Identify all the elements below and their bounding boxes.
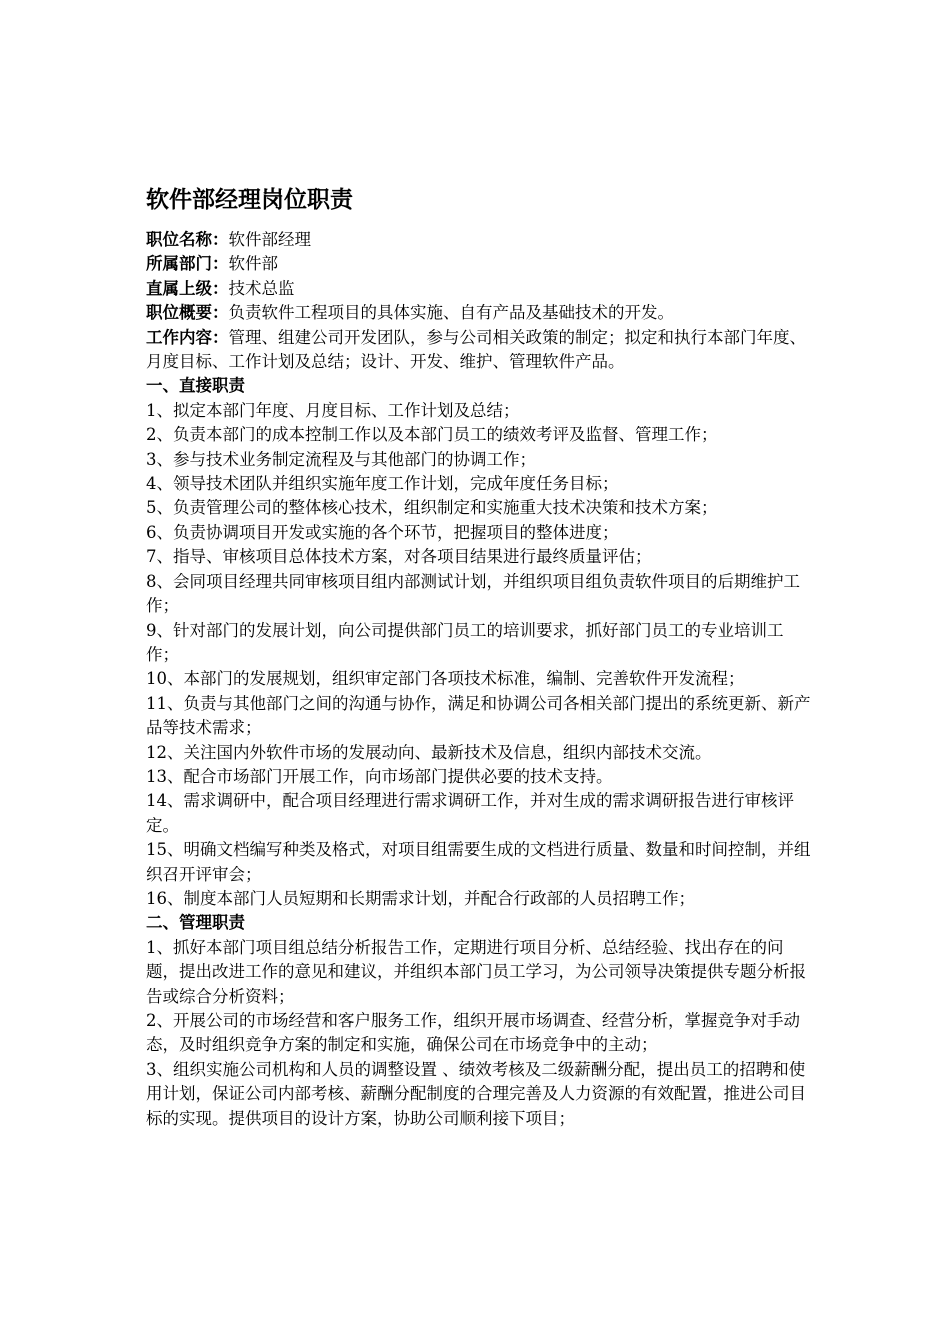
- list-item: 3、组织实施公司机构和人员的调整设置 、绩效考核及二级薪酬分配，提出员工的招聘和使用计划，保证公司内部考核、薪酬分配制度的合理完善及人力资源的有效配置，推进公司目标的实现。提供项目的设计方案，协助公司顺利接下项目；: [146, 1059, 806, 1128]
- list-item: 13、配合市场部门开展工作，向市场部门提供必要的技术支持。: [146, 766, 613, 786]
- field-value: 软件部: [228, 254, 278, 274]
- field-label: 直属上级：: [146, 278, 229, 298]
- field-work-content: [146, 326, 816, 375]
- list-item: 9、针对部门的发展计划，向公司提供部门员工的培训要求，抓好部门员工的专业培训工作；: [146, 620, 784, 664]
- section-direct-duties: [146, 374, 816, 911]
- section-heading: 二、管理职责: [146, 913, 245, 933]
- field-label: 职位名称：: [146, 230, 229, 249]
- list-item: 1、抓好本部门项目组总结分析报告工作，定期进行项目分析、总结经验、找出存在的问题，提出改进工作的意见和建议，并组织本部门员工学习，为公司领导决策提供专题分析报告或综合分析资料；: [146, 937, 806, 1006]
- list-item: 14、需求调研中，配合项目经理进行需求调研工作，并对生成的需求调研报告进行审核评定。: [146, 791, 794, 835]
- field-label: 所属部门：: [146, 254, 229, 274]
- list-item: 4、领导技术团队并组织实施年度工作计划，完成年度任务目标；: [146, 474, 619, 494]
- list-item: 12、关注国内外软件市场的发展动向、最新技术及信息，组织内部技术交流。: [146, 742, 712, 762]
- list-item: 6、负责协调项目开发或实施的各个环节，把握项目的整体进度；: [146, 522, 619, 542]
- list-item: 3、参与技术业务制定流程及与其他部门的协调工作；: [146, 449, 536, 469]
- field-label: 工作内容：: [146, 327, 229, 347]
- list-item: 16、制度本部门人员短期和长期需求计划，并配合行政部的人员招聘工作；: [146, 888, 695, 908]
- list-item: 2、开展公司的市场经营和客户服务工作，组织开展市场调查、经营分析，掌握竞争对手动态，及时组织竞争方案的制定和实施，确保公司在市场竞争中的主动；: [146, 1011, 800, 1055]
- section-management-duties: [146, 911, 816, 1131]
- list-item: 8、会同项目经理共同审核项目组内部测试计划，并组织项目组负责软件项目的后期维护工作；: [146, 571, 800, 616]
- field-value: 技术总监: [228, 278, 295, 298]
- document-title: 软件部经理岗位职责: [146, 187, 353, 213]
- list-item: 7、指导、审核项目总体技术方案，对各项目结果进行最终质量评估；: [146, 547, 652, 567]
- list-item: 2、负责本部门的成本控制工作以及本部门员工的绩效考评及监督、管理工作；: [146, 425, 718, 445]
- field-value: 负责软件工程项目的具体实施、自有产品及基础技术的开发。: [228, 303, 674, 323]
- field-department: [146, 252, 816, 276]
- field-summary: [146, 301, 816, 325]
- document-page: [146, 180, 816, 1131]
- job-info-fields: [146, 228, 816, 374]
- field-supervisor: [146, 277, 816, 301]
- field-value: 软件部经理: [228, 230, 311, 249]
- list-item: 11、负责与其他部门之间的沟通与协作，满足和协调公司各相关部门提出的系统更新、新产品等技术需求；: [146, 693, 811, 738]
- list-item: 10、本部门的发展规划，组织审定部门各项技术标准，编制、完善软件开发流程；: [146, 669, 745, 689]
- list-item: 15、明确文档编写种类及格式，对项目组需要生成的文档进行质量、数量和时间控制，并组织召开评审会；: [146, 840, 811, 884]
- field-value: 管理、组建公司开发团队，参与公司相关政策的制定；拟定和执行本部门年度、月度目标、工作计划及总结；设计、开发、维护、管理软件产品。: [146, 327, 806, 372]
- list-item: 5、负责管理公司的整体核心技术，组织制定和实施重大技术决策和技术方案；: [146, 498, 718, 518]
- list-item: 1、拟定本部门年度、月度目标、工作计划及总结；: [146, 400, 520, 420]
- section-heading: 一、直接职责: [146, 376, 245, 396]
- field-position-name: [146, 228, 816, 252]
- field-label: 职位概要：: [146, 303, 229, 323]
